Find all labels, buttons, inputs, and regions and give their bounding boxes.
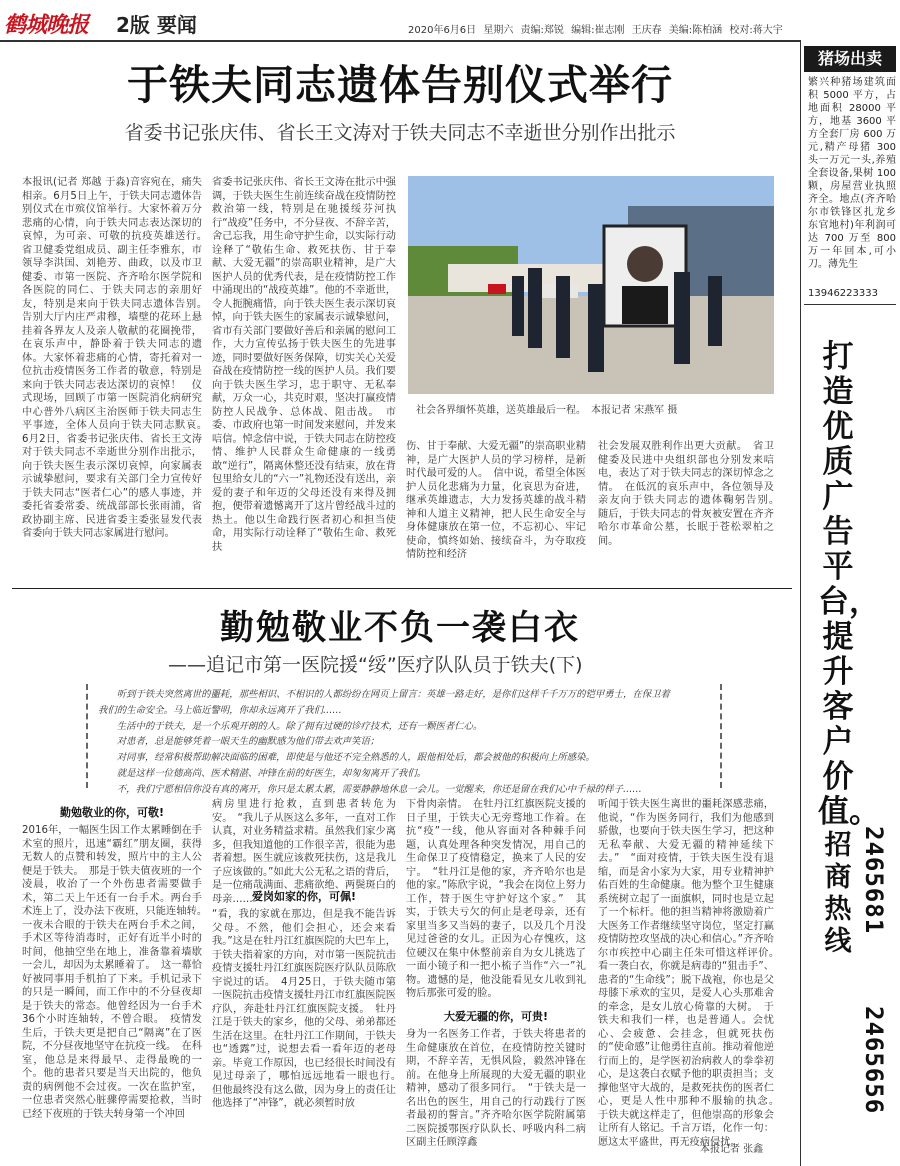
classified-text: 繁兴种猪场建筑面积 5000 平方，占地面积 28000 平方，地基 3600 平方全套厂房 600 万元,精产母猪 300 头一万元一头,养殖全套设备,果树 100 颗，房屋营业执照齐全。地点(齐齐哈尔市铁锋区扎龙乡东官地村)年利润可达 700 万至 800 万一年回本,可小刀。薄先生 xyxy=(808,77,896,270)
classified-phone: 13946223333 xyxy=(808,288,878,299)
quote-line: 生活中的于铁夫，是一个乐观开朗的人。除了拥有过硬的诊疗技术，还有一颗医者仁心。 xyxy=(116,720,483,732)
ad-hotline-label: 招商热线 xyxy=(824,830,852,957)
article2-byline: 本报记者 张鑫 xyxy=(700,1144,764,1155)
article2-col1: 2016年，一幅医生因工作太累睡倒在手术室的照片，迅速“霸红”朋友圈，获得无数人的点赞和转发，照片中的主人公便是于铁夫。 那是于铁夫值夜班的一个凌晨，收治了一个外伤患者需要做手术，第二天上午还有一台手术。两台手术连上了，没办法下夜班，只能连轴转。 一夜未合眼的于铁夫在两台手术之间，手术区等待消毒时，正好有近半小时的时间，他抽空坐在地上，准备靠着墙歇一会儿，却因为太累睡着了。 这一幕恰好被同事用手机拍了下来。手机记录下的只是一瞬间，而工作中的不分昼夜却是于铁夫的常态。他曾经因为一台手术36个小时连轴转，不曾合眼。 疫情发生后，于铁夫更是把自己“隔离”在了医院，不分昼夜地坚守在抗疫一线。 在科室，他总是来得最早、走得最晚的一个。他的患者只要是当天出院的，他负责的病例他不会过夜。一次在监护室，一位患者突然心脏骤停需要抢救，当时已经下夜班的于铁夫转身第一个冲回 xyxy=(22,825,213,1120)
masthead xyxy=(0,0,900,44)
ad-phone-1: 2465681 xyxy=(860,826,888,935)
headline-2: 勤勉敬业不负一袭白衣 xyxy=(220,608,580,648)
section-title-1: 勤勉敬业的你，可敬! xyxy=(59,806,165,819)
ad-phone-2: 2465656 xyxy=(860,1006,888,1115)
issue-meta: 2020年6月6日 星期六 责编:郑锐 编辑:崔志刚 王庆春 美编:陈柏涵 校对:蒋大宇 xyxy=(408,25,783,36)
article1-col4: 社会发展双胜利作出更大贡献。 省卫健委及民进中央组织部也分别发来唁电，表达了对于铁夫同志的深切悼念之情。 在低沉的哀乐声中，各位领导及亲友向于铁夫同志的遗体鞠躬告别。 随后，于铁夫同志的骨灰被安置在齐齐哈尔市革命公墓，长眠于苍松翠柏之间。 xyxy=(598,441,785,547)
masthead-rule xyxy=(0,40,800,42)
page-label: 2版 要闻 xyxy=(116,13,197,37)
quote-line: 对患者，总是能够凭着一眼天生的幽默感为他们带去欢声笑语； xyxy=(116,736,380,748)
classified-header: 猪场出卖 xyxy=(804,46,896,72)
photo-caption: 社会各界缅怀英雄，送英雄最后一程。 本报记者 宋燕军 摄 xyxy=(416,405,678,416)
side-rule xyxy=(804,304,896,305)
article2-col4: 听闻于铁夫医生离世的噩耗深感悲痛，他说，“作为医务同行，我们为他感到骄傲，也要向于铁夫医生学习，把这种无私奉献、大爱无疆的精神延续下去。” “面对疫情，于铁夫医生没有退缩，而是舍小家为大家，用专业精神护佑百姓的生命健康。他为整个卫生健康系统树立起了一面旗帜，同时也是立起了一个标杆。他的担当精神将激励着广大医务工作者继续坚守岗位，坚定打赢疫情防控攻坚战的决心和信心。”齐齐哈尔市疾控中心副主任朱可惜这样评价。 看一袭白衣，你就是病毒的“狙击手”、患者的“生命线”；脱下战袍，你也是父母膝下承欢的宝贝，是爱人心头那难舍的牵念，是女儿放心倚靠的大树。 于铁夫和我们一样，也是普通人。会忧心、会疲惫、会挂念，但就死扶伤的“使命感”让他勇往直前。推动着他逆行而上的，是学医初治病救人的拳拳初心，是这袭白衣赋予他的职责担当；支撑他坚守大战的，是救死扶伤的医者仁心，更是人性中那种不服输的执念。 于铁夫就这样走了，但他崇高的形象会让所有人铭记。千言万语，化作一句：愿这太平盛世，再无疫病侵扰。 xyxy=(598,799,785,1148)
quote-line: 我们的生命安全。马上临近警明，你却永远离开了我们…… xyxy=(98,704,342,716)
article2-col3b: 身为一名医务工作者，于铁夫将患者的生命健康放在首位，在疫情防控关键时期，不辞辛苦，无惧风险，毅然冲锋在前。在他身上所展现的大爱无疆的职业精神，感动了很多同行。 “于铁夫是一名出色的医生，用自己的行动践行了医者最初的誓言。”齐齐哈尔医学院附属第二医院援鄂医疗队队长、呼吸内科二病区副主任顾淳鑫 xyxy=(406,1029,586,1148)
section-divider xyxy=(12,588,792,589)
quote-line: 不，我们宁愿相信你没有真的离开，你只是太累太累，需要静静地休息一会儿。一觉醒来，你还是留在我们心中千禄的样子…… xyxy=(116,783,642,795)
headline-1: 于铁夫同志遗体告别仪式举行 xyxy=(127,61,673,109)
article2-col3: 下骨肉亲情。 在牡丹江红旗医院支援的日子里，于铁夫心无旁骛地工作着。在抗“疫”一线，他从容面对各种棘手问题，认真处理各种突发情况，用自己的生命保卫了疫情稳定，换来了人民的安宁。 “牡丹江是他的家，齐齐哈尔也是他的家。”陈欣宇说，“我会在岗位上努力工作，替于医生守护好这个家。” 其实，于铁夫亏欠的何止是老母亲，还有家里当多又当妈的妻子，以及几个月没见过爸爸的女儿。正因为心存愧疚，这位硬汉在集中休整前亲自为女儿挑选了一面小镜子和一把小梳子当作“六一”礼物。遗憾的是，他没能看见女儿收到礼物后那张可爱的脸。 xyxy=(406,799,586,999)
side-ad-column xyxy=(800,40,900,1166)
quote-line: 对同事，经常积极帮助解决面临的困难，即使是与他还不完全熟悉的人，跟他相处后，都会被他的积极向上所感染。 xyxy=(116,752,595,764)
quote-line: 听到于铁夫突然离世的噩耗，那些相识、不相识的人都纷纷在网页上留言：英雄一路走好，是你们这样千千万万的铠甲勇士，在保卫着 xyxy=(116,689,670,700)
article2-col2b: “看，我的家就在那边，但是我不能告诉父母。不然，他们会担心，还会来看我。”这是在牡丹江红旗医院的大巴车上，于铁夫指着家的方向，对市第一医院抗击疫情支援牡丹江红旗医院医疗队队员陈欣宇说过的话。 4月25日，于铁夫随市第一医院抗击疫情支援牡丹江市红旗医院医疗队，奔赴牡丹江红旗医院支援。 牡丹江是于铁夫的家乡，他的父母、弟弟都还生活在这里。在牡丹江工作期间，于铁夫也“透露”过，说想去看一看年迈的老母亲。毕竟工作原因，也已经很长时间没有见过母亲了，哪怕远远地看一眼也行。 但他最终没有这么做，因为身上的责任让他选择了“冲锋”，就必须暂时放 xyxy=(212,909,407,1109)
newspaper-logo: 鹤城晚报 xyxy=(4,12,89,38)
photo-illustration xyxy=(408,176,774,394)
intro-quote-box xyxy=(86,684,722,795)
side-divider xyxy=(800,40,801,1166)
article2-col2: 病房里进行抢救，直到患者转危为安。 “我儿子从医这么多年，一直对工作认真，对业务精益求精。虽然我们家少离多，但我知道他的工作很辛苦，很能为患者着想。医生就应该救死扶伤，这是我儿子应该做的。”如此大公无私之语的背后，是一位痛哉满面、悲痛欲绝、两鬓斑白的母亲…… xyxy=(212,799,396,905)
section-title-2: 爱岗如家的你，可佩! xyxy=(251,890,357,903)
article1-col2: 省委书记张庆伟、省长王文涛在批示中强调，于铁夫医生生前连续奋战在疫情防控救治第一线，特别是在驰援绥芬河执行“战疫”任务中，不分昼夜、不辞辛苦，舍己忘我，用生命守护生命，以实际行动诠释了“敬佑生命、救死扶伤、甘于奉献、大爱无疆”的崇高职业精神，是广大医护人员的优秀代表，是在疫情防控工作中涌现出的“战疫英雄”。他的不幸逝世，令人扼腕痛惜，向于铁夫医生表示深切哀悼，向于铁夫医生的家属表示诚挚慰问，省市有关部门要做好善后和亲属的慰问工作，大力宣传弘扬于铁夫医生的先进事迹，同时要做好医务保障，切实关心关爱奋战在疫情防控一线的医护人员。我们要向于铁夫医生学习，忠于职守、无私奉献，万众一心，共克时艰，坚决打赢疫情防控人民战争、总体战、阻击战。 市委、市政府也第一时间发来慰问，并发来唁信。悼念信中说，于铁夫同志在防控疫情、维护人民群众生命健康的一线勇敢“逆行”，隔离休整还没有结束，放在背包里给女儿的“六一”礼物还没有送出，亲爱的妻子和年迈的父母还没有来得及拥抱，便带着遗憾离开了这片曾经战斗过的热土。他以生命践行医者初心和担当使命，用实际行动诠释了“敬佑生命、救死扶 xyxy=(212,177,396,553)
subhead-2: ——追记市第一医院援“绥”医疗队队员于铁夫(下) xyxy=(168,654,583,676)
quote-line: 就是这样一位德高尚、医术精湛、冲锋在前的好医生，却匆匆离开了我们。 xyxy=(116,767,427,779)
article1-col3: 伤、甘于奉献、大爱无疆”的崇高职业精神，是广大医护人员的学习榜样，是新时代最可爱的人。 信中说，希望全体医护人员化悲痛为力量，化哀思为奋进，继承英雄遗志，大力发扬英雄的战斗精神和人道主义精神，把人民生命安全与身体健康放在第一位，不忘初心、牢记使命，慎终如始、接续奋斗，为夺取疫情防控和经济 xyxy=(406,441,586,560)
section-title-3: 大爱无疆的你，可贵! xyxy=(443,1010,549,1023)
farewell-photo xyxy=(408,176,774,394)
subhead-1: 省委书记张庆伟、省长王文涛对于铁夫同志不幸逝世分别作出批示 xyxy=(124,122,676,144)
article1-col1: 本报讯(记者 郑越 于淼)音容宛在，痛失相亲。6月5日上午，于铁夫同志遗体告别仪式在市殡仪馆举行。大家怀着万分悲痛的心情，向于铁夫同志表达深切的哀悼，为可亲、可敬的抗疫英雄送行。 省卫健委党组成员、副主任李雅东，市领导李洪国、刘艳芳、曲政，以及市卫健委、市第一医院、齐齐哈尔医学院和各医院的同仁、于铁夫同志的亲朋好友，特别是来向于铁夫同志遗体告别。 告别大厅内庄严肃穆，墙壁的花环上悬挂着各界友人及亲人敬献的花圈挽带，在哀乐声中，静卧着于铁夫同志的遗体。大家怀着悲痛的心情，寄托着对一位抗击疫情医务工作者的敬意，特别是来向于铁夫同志表达深切的哀悼！ 仪式现场，回顾了市第一医院消化病研究中心普外八病区主治医师于铁夫同志生平事迹，全体人员向于铁夫同志默哀。 6月2日，省委书记张庆伟、省长王文涛对于铁夫同志不幸逝世分别作出批示，向于铁夫医生表示深切哀悼，向家属表示诚挚慰问，要求有关部门全力宣传好于铁夫同志“医者仁心”的感人事迹，并委托省委常委、统战部部长张雨浦，省政协副主席、民进省委主委张显发代表省委向于铁夫同志家属进行慰问。 xyxy=(22,177,213,539)
ad-slogan: 打造优质广告平台，提升客户价值。 xyxy=(818,339,880,830)
